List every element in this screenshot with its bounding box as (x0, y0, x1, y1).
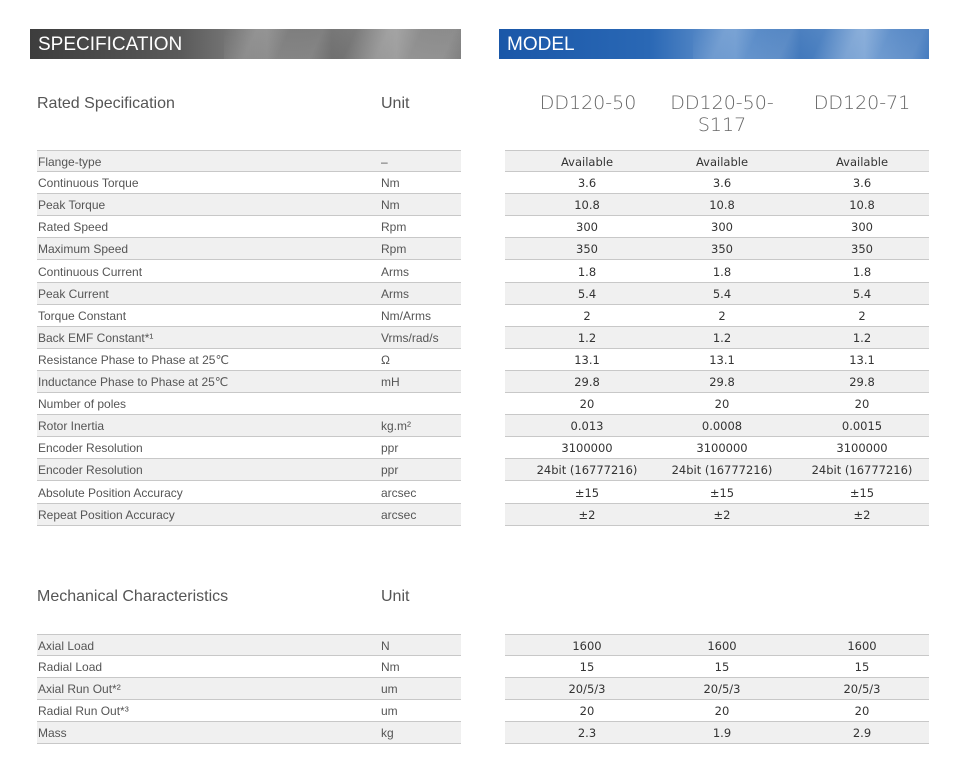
spec-row-label (37, 459, 461, 481)
model-1-value: 350 (576, 242, 598, 257)
model-3-value: 24bit (16777216) (811, 463, 913, 478)
spec-name: Peak Torque (38, 198, 106, 213)
model-2-value: 20 (714, 397, 730, 412)
model-1-value: 2.3 (577, 726, 597, 741)
spec-unit: Rpm (381, 220, 407, 235)
spec-row-label (37, 700, 461, 722)
model-3-value: 5.4 (852, 286, 872, 301)
model-2-value: 2 (718, 308, 726, 323)
model-1-value: 1.8 (577, 264, 597, 279)
spec-name: Rotor Inertia (38, 419, 105, 434)
model-3-value: 3100000 (836, 441, 888, 456)
model-3-value: 13.1 (849, 352, 875, 367)
model-1-value: 20 (579, 397, 595, 412)
rated-spec-unit-header: Unit (381, 95, 410, 112)
model-2-value: 3.6 (712, 176, 732, 191)
spec-row-label (37, 482, 461, 504)
spec-row-label (37, 150, 461, 172)
model-3-value: 300 (851, 220, 873, 235)
model-1-value: 5.4 (577, 286, 597, 301)
spec-row-label (37, 371, 461, 393)
model-3-value: 3.6 (852, 176, 872, 191)
model-3-value: ±2 (853, 507, 871, 522)
spec-unit: ppr (381, 441, 399, 456)
model-banner-title: MODEL (507, 34, 575, 55)
model-1-value: 2 (583, 308, 591, 323)
spec-row-values (505, 261, 929, 283)
model-2-value: 1600 (707, 639, 737, 653)
model-3-value: 20 (854, 704, 870, 719)
banner-decoration (693, 29, 930, 59)
model-2-value: Available (695, 155, 749, 169)
model-2-value: 15 (714, 660, 730, 675)
spec-row-label (37, 305, 461, 327)
model-3-value: 1.2 (852, 330, 872, 345)
spec-row-label (37, 194, 461, 216)
model-1-value: 1600 (572, 639, 602, 653)
model-3-value: 2 (858, 308, 866, 323)
model-2-value: 1.2 (712, 330, 732, 345)
spec-name: Inductance Phase to Phase at 25℃ (38, 375, 229, 389)
model-2-value: 20 (714, 704, 730, 719)
model-1-value: 29.8 (574, 375, 600, 389)
spec-row-values (505, 634, 929, 656)
spec-row-label (37, 722, 461, 744)
spec-row-values (505, 150, 929, 172)
spec-row-values (505, 238, 929, 260)
model-3-value: 1600 (847, 639, 877, 653)
model-3-value: 1.8 (852, 264, 872, 279)
spec-unit: kg.m² (381, 419, 411, 434)
spec-row-label (37, 437, 461, 459)
spec-name: Peak Current (38, 286, 109, 301)
model-3-value: 0.0015 (841, 419, 883, 434)
model-1-value: 10.8 (574, 198, 600, 213)
model-3-value: 15 (854, 660, 870, 675)
spec-unit: arcsec (381, 507, 417, 522)
model-3-value: 20/5/3 (843, 682, 881, 697)
spec-row-values (505, 172, 929, 194)
spec-unit: Nm (381, 660, 400, 675)
model-2-value: 5.4 (712, 286, 732, 301)
spec-row-values (505, 656, 929, 678)
spec-row-values (505, 504, 929, 526)
spec-unit: mH (381, 375, 400, 389)
spec-row-label (37, 634, 461, 656)
spec-name: Encoder Resolution (38, 463, 143, 478)
spec-row-values (505, 327, 929, 349)
spec-name: Mass (38, 726, 67, 741)
spec-row-label (37, 238, 461, 260)
spec-name: Continuous Torque (38, 176, 139, 191)
spec-unit: Ω (381, 352, 390, 367)
spec-row-values (505, 393, 929, 415)
model-2-value: 10.8 (709, 198, 735, 213)
spec-name: Torque Constant (38, 308, 127, 323)
spec-row-label (37, 393, 461, 415)
spec-row-values (505, 722, 929, 744)
model-3-value: ±15 (849, 485, 875, 500)
spec-unit: arcsec (381, 485, 417, 500)
model-2-value: 1.8 (712, 264, 732, 279)
spec-row-label (37, 172, 461, 194)
model-3-value: 350 (851, 242, 873, 257)
model-1-value: Available (560, 155, 614, 169)
model-1-value: 20 (579, 704, 595, 719)
model-name-1: DD120-50 (539, 92, 637, 114)
model-2-value: 20/5/3 (703, 682, 741, 697)
model-2-value: 350 (711, 242, 733, 257)
spec-unit: Arms (381, 264, 409, 279)
model-1-value: ±15 (574, 485, 600, 500)
spec-name: Resistance Phase to Phase at 25℃ (38, 352, 229, 367)
spec-unit: Nm (381, 176, 400, 191)
model-2-value: 29.8 (709, 375, 735, 389)
model-2-value: 24bit (16777216) (671, 463, 773, 478)
model-banner (499, 29, 929, 59)
model-1-value: 3100000 (561, 441, 613, 456)
spec-row-values (505, 437, 929, 459)
spec-row-label (37, 504, 461, 526)
spec-name: Radial Run Out*³ (38, 704, 129, 719)
model-1-value: 0.013 (570, 419, 604, 434)
spec-name: Axial Load (38, 639, 95, 653)
spec-unit: Rpm (381, 242, 407, 257)
spec-unit: Vrms/rad/s (381, 330, 439, 345)
model-1-value: 20/5/3 (568, 682, 606, 697)
spec-row-values (505, 459, 929, 481)
spec-row-values (505, 700, 929, 722)
model-1-value: 1.2 (577, 330, 597, 345)
model-1-value: 300 (576, 220, 598, 235)
spec-name: Maximum Speed (38, 242, 129, 257)
spec-name: Flange-type (38, 155, 102, 169)
spec-unit: – (381, 155, 388, 169)
spec-row-values (505, 283, 929, 305)
model-3-value: 29.8 (849, 375, 875, 389)
mechanical-title: Mechanical Characteristics (37, 588, 229, 605)
spec-name: Back EMF Constant*¹ (38, 330, 154, 345)
spec-row-values (505, 305, 929, 327)
spec-row-values (505, 349, 929, 371)
model-2-value: ±2 (713, 507, 731, 522)
spec-row-label (37, 216, 461, 238)
spec-row-values (505, 678, 929, 700)
spec-name: Encoder Resolution (38, 441, 143, 456)
spec-row-values (505, 194, 929, 216)
spec-name: Radial Load (38, 660, 103, 675)
spec-name: Absolute Position Accuracy (38, 485, 183, 500)
spec-unit: ppr (381, 463, 399, 478)
model-name-3: DD120-71 (813, 92, 911, 114)
rated-spec-title: Rated Specification (37, 95, 175, 112)
spec-row-label (37, 415, 461, 437)
model-2-value: 1.9 (712, 726, 732, 741)
spec-name: Continuous Current (38, 264, 143, 279)
spec-row-values (505, 415, 929, 437)
spec-row-label (37, 656, 461, 678)
model-name-2: DD120-50-S117 (670, 92, 774, 136)
spec-row-label (37, 327, 461, 349)
model-1-value: 15 (579, 660, 595, 675)
specification-banner (30, 29, 461, 59)
model-3-value: 20 (854, 397, 870, 412)
spec-unit: N (381, 639, 390, 653)
spec-row-label (37, 283, 461, 305)
spec-unit: Nm/Arms (381, 308, 431, 323)
model-2-value: ±15 (709, 485, 735, 500)
mechanical-unit-header: Unit (381, 588, 410, 605)
spec-name: Repeat Position Accuracy (38, 507, 175, 522)
model-2-value: 300 (711, 220, 733, 235)
model-1-value: ±2 (578, 507, 596, 522)
spec-row-label (37, 349, 461, 371)
model-2-value: 13.1 (709, 352, 735, 367)
model-3-value: 2.9 (852, 726, 872, 741)
spec-row-label (37, 678, 461, 700)
model-3-value: 10.8 (849, 198, 875, 213)
specification-banner-title: SPECIFICATION (38, 34, 183, 55)
spec-row-values (505, 216, 929, 238)
spec-unit: um (381, 682, 398, 697)
spec-name: Rated Speed (38, 220, 109, 235)
model-2-value: 3100000 (696, 441, 748, 456)
model-1-value: 24bit (16777216) (536, 463, 638, 478)
spec-unit: Arms (381, 286, 409, 301)
model-2-value: 0.0008 (701, 419, 743, 434)
model-1-value: 13.1 (574, 352, 600, 367)
spec-row-label (37, 261, 461, 283)
spec-unit: um (381, 704, 398, 719)
spec-name: Number of poles (38, 397, 127, 412)
model-3-value: Available (835, 155, 889, 169)
spec-row-values (505, 482, 929, 504)
spec-row-values (505, 371, 929, 393)
banner-decoration (224, 29, 461, 59)
model-1-value: 3.6 (577, 176, 597, 191)
spec-name: Axial Run Out*² (38, 682, 121, 697)
spec-unit: kg (381, 726, 394, 741)
spec-unit: Nm (381, 198, 400, 213)
